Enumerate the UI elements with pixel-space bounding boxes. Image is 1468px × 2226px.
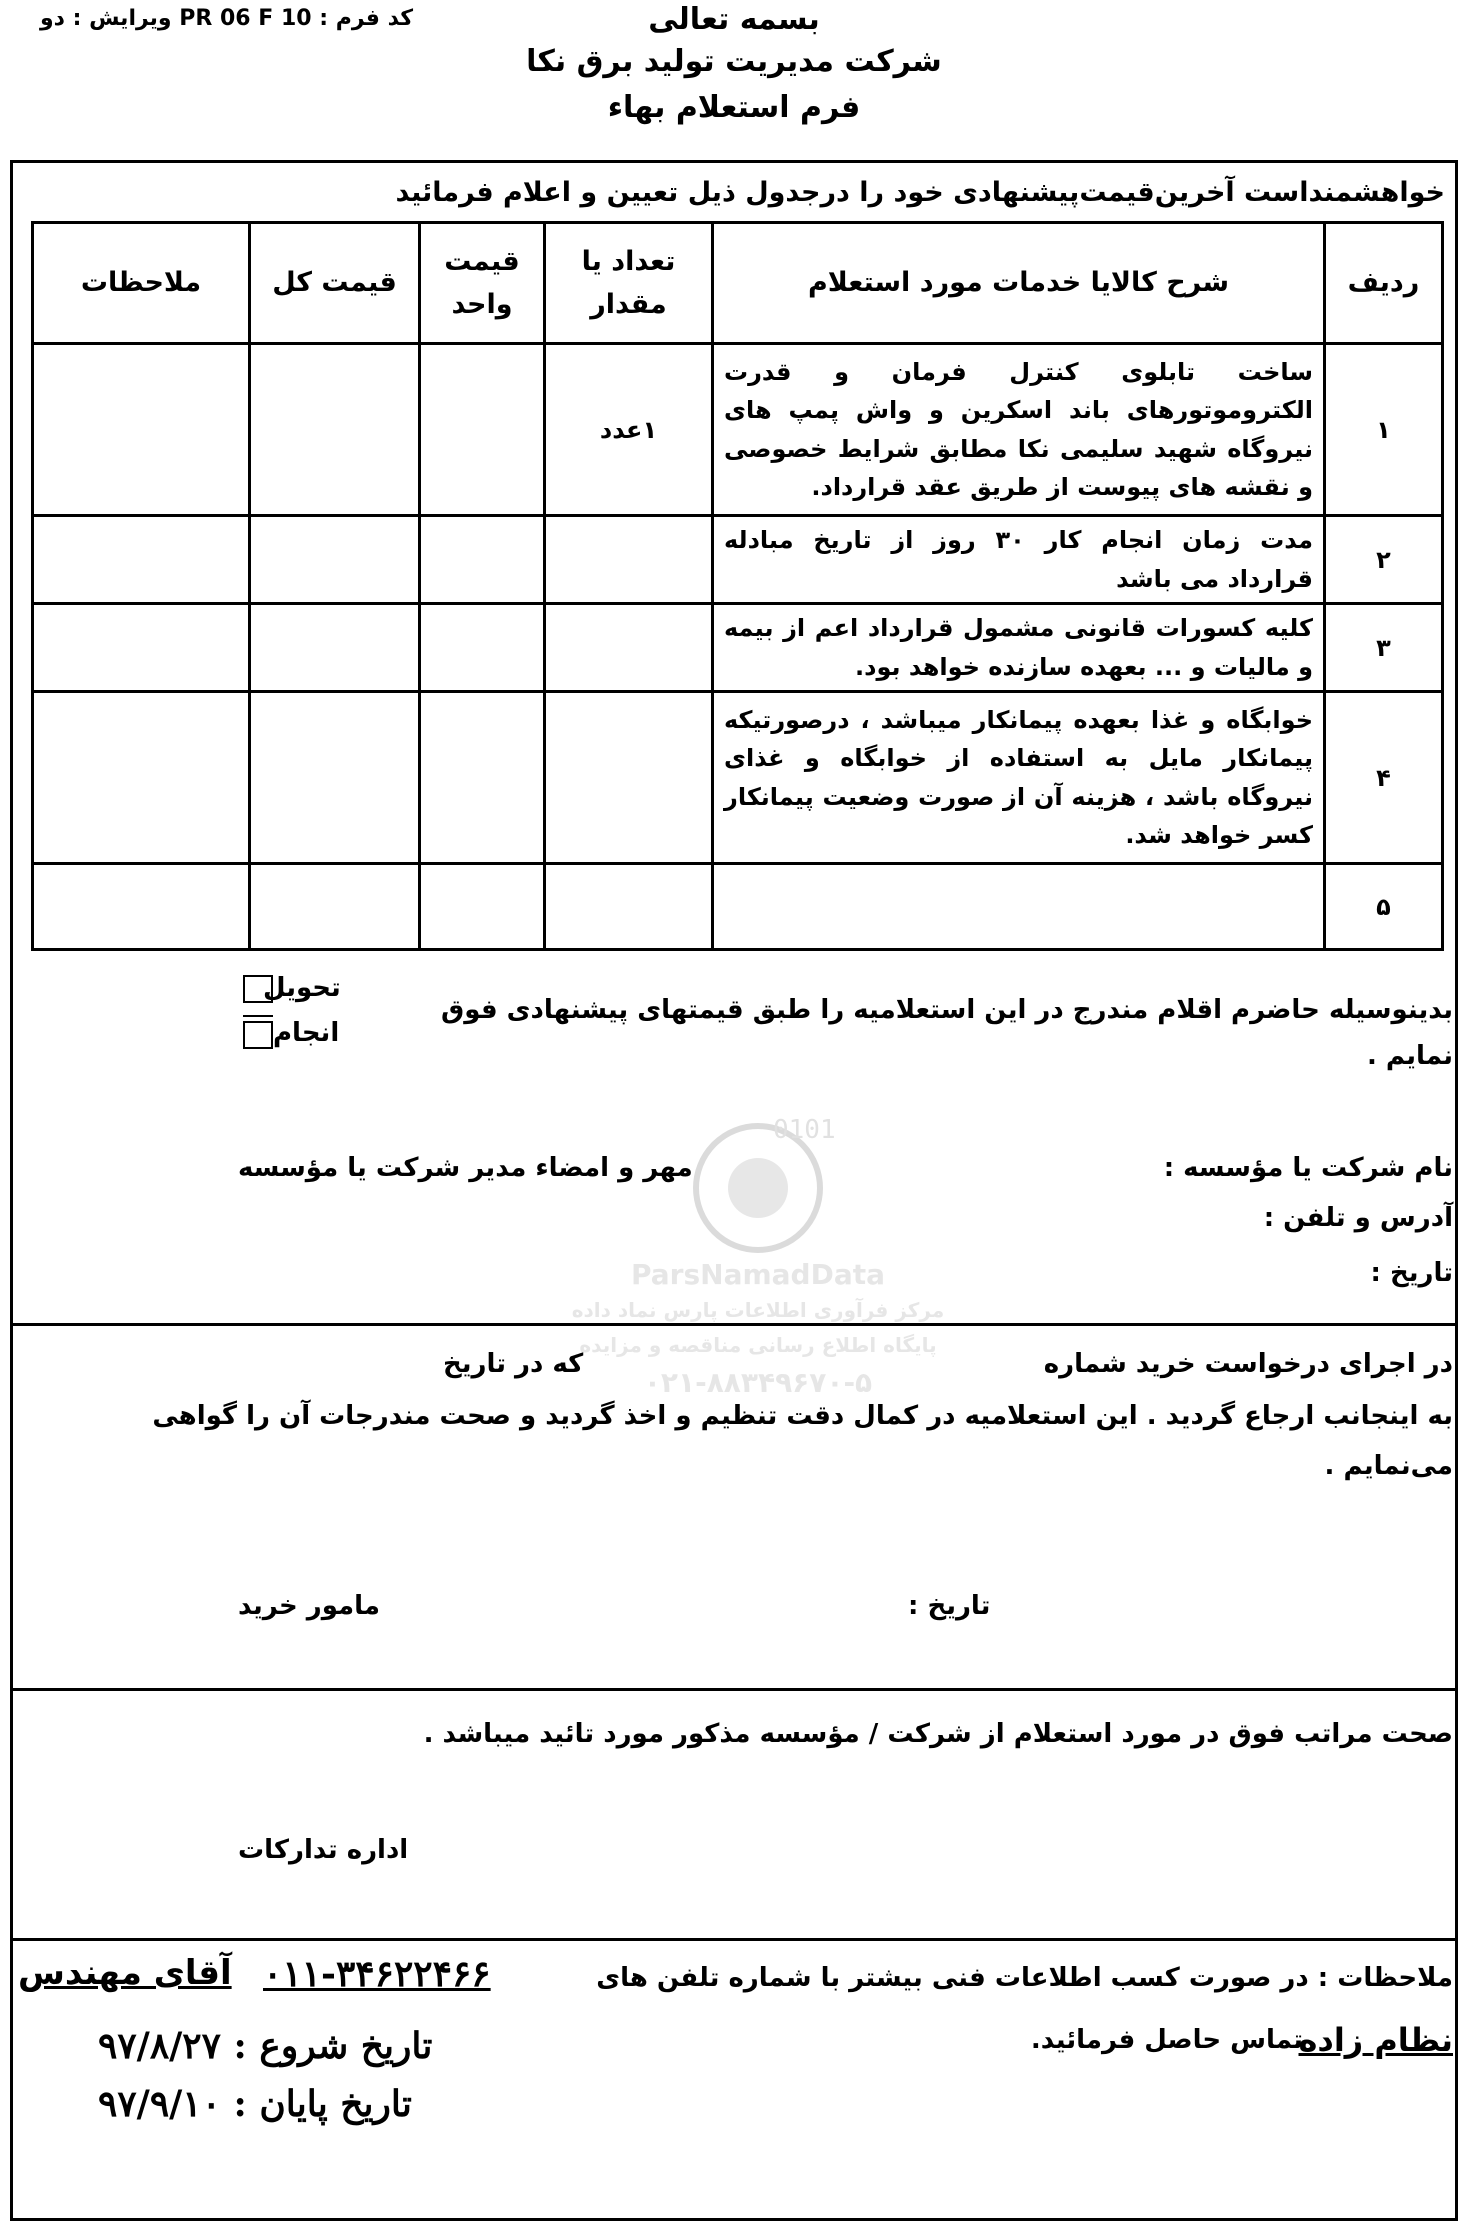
watermark-line2: پایگاه اطلاع رسانی مناقصه و مزایده <box>579 1333 937 1357</box>
svg-text:0101: 0101 <box>773 1115 836 1145</box>
row-quantity <box>545 692 713 864</box>
col-row: ردیف <box>1325 223 1443 344</box>
table-header-row <box>33 223 1443 344</box>
seal-label: مهر و امضاء مدیر شرکت یا مؤسسه <box>238 1153 693 1183</box>
unit-price-cell[interactable] <box>420 692 545 864</box>
row-number: ۴ <box>1325 692 1443 864</box>
contact-text: تماس حاصل فرمائید. <box>1030 2025 1303 2055</box>
purchase-date-label: که در تاریخ <box>443 1349 584 1379</box>
col-total-price: قیمت کل <box>250 223 420 344</box>
engineer-name: نظام زاده <box>1298 2021 1453 2059</box>
address-label: آدرس و تلفن : <box>1263 1203 1453 1233</box>
row-quantity <box>545 604 713 692</box>
delivery-checkbox[interactable] <box>243 975 273 1007</box>
table-row <box>33 692 1443 864</box>
col-description: شرح کالایا خدمات مورد استعلام <box>713 223 1325 344</box>
procurement-dept: اداره تدارکات <box>238 1835 409 1865</box>
total-price-cell[interactable] <box>250 344 420 516</box>
perform-checkbox[interactable] <box>243 1021 273 1053</box>
total-price-cell[interactable] <box>250 604 420 692</box>
row-number: ۱ <box>1325 344 1443 516</box>
purchase-officer: مامور خرید <box>238 1591 380 1621</box>
row-quantity <box>545 516 713 604</box>
row-description: کلیه کسورات قانونی مشمول قرارداد اعم از بیمه و مالیات و ... بعهده سازنده خواهد بود. <box>713 604 1325 692</box>
col-notes: ملاحظات <box>33 223 250 344</box>
company-name: شرکت مدیریت تولید برق نکا <box>526 44 942 79</box>
approval-text: صحت مراتب فوق در مورد استعلام از شرکت / مؤسسه مذکور مورد تائید میباشد . <box>423 1719 1453 1749</box>
purchase-text-2: می‌نمایم . <box>1324 1451 1453 1481</box>
notes-cell[interactable] <box>33 604 250 692</box>
row-number: ۵ <box>1325 864 1443 950</box>
start-date: تاریخ شروع : ۹۷/۸/۲۷ <box>98 2025 433 2067</box>
end-date: تاریخ پایان : ۹۷/۹/۱۰ <box>98 2083 412 2125</box>
row-number: ۲ <box>1325 516 1443 604</box>
total-price-cell[interactable] <box>250 516 420 604</box>
option-divider <box>243 1015 273 1017</box>
perform-label: انجام <box>273 1018 340 1048</box>
row-description: ساخت تابلوی کنترل فرمان و قدرت الکتروموتورهای باند اسکرین و واش پمپ های نیروگاه شهید سلیمی نکا مطابق شرایط خصوصی و نقشه های پیوست از طریق عقد قرارداد. <box>713 344 1325 516</box>
watermark-logo-icon <box>678 1108 838 1258</box>
phone-number: ۰۱۱-۳۴۶۲۲۴۶۶ <box>263 1953 491 1995</box>
notes-cell[interactable] <box>33 692 250 864</box>
company-date-label: تاریخ : <box>1370 1258 1453 1288</box>
row-quantity <box>545 864 713 950</box>
purchase-request-label: در اجرای درخواست خرید شماره <box>1043 1349 1453 1379</box>
company-name-label: نام شرکت یا مؤسسه : <box>1163 1153 1453 1183</box>
watermark-brand: ParsNamadData <box>631 1258 885 1291</box>
row-quantity: ۱عدد <box>545 344 713 516</box>
table-row <box>33 344 1443 516</box>
unit-price-cell[interactable] <box>420 604 545 692</box>
table-row <box>33 604 1443 692</box>
notes-cell[interactable] <box>33 344 250 516</box>
bismillah: بسمه تعالی <box>648 2 820 37</box>
offer-text-2: نمایم . <box>1366 1041 1453 1071</box>
unit-price-cell[interactable] <box>420 516 545 604</box>
col-unit-price: قیمت واحد <box>420 223 545 344</box>
notes-cell[interactable] <box>33 864 250 950</box>
table-row <box>33 864 1443 950</box>
divider <box>13 1323 1455 1326</box>
form-title: فرم استعلام بهاء <box>607 90 861 125</box>
notes-label: ملاحظات : در صورت کسب اطلاعات فنی بیشتر با شماره تلفن های <box>596 1963 1453 1993</box>
table-row <box>33 516 1443 604</box>
form-frame <box>10 160 1458 2221</box>
unit-price-cell[interactable] <box>420 864 545 950</box>
form-code: کد فرم : PR 06 F 10 ویرایش : دو <box>40 6 414 31</box>
row-description: مدت زمان انجام کار ۳۰ روز از تاریخ مبادله قرارداد می باشد <box>713 516 1325 604</box>
notes-cell[interactable] <box>33 516 250 604</box>
watermark-phone: ۰۲۱-۸۸۳۴۹۶۷۰-۵ <box>643 1366 873 1399</box>
purchase-text: به اینجانب ارجاع گردید . این استعلامیه در کمال دقت تنظیم و اخذ گردید و صحت مندرجات آن را گواهی <box>152 1401 1453 1431</box>
row-description <box>713 864 1325 950</box>
col-quantity: تعداد یا مقدار <box>545 223 713 344</box>
delivery-label: تحویل <box>263 973 341 1003</box>
items-table <box>31 221 1444 951</box>
offer-text: بدینوسیله حاضرم اقلام مندرج در این استعلامیه را طبق قیمتهای پیشنهادی فوق <box>441 995 1453 1025</box>
row-number: ۳ <box>1325 604 1443 692</box>
divider <box>13 1688 1455 1691</box>
unit-price-cell[interactable] <box>420 344 545 516</box>
total-price-cell[interactable] <box>250 864 420 950</box>
watermark-line1: مرکز فرآوری اطلاعات پارس نماد داده <box>571 1298 945 1322</box>
total-price-cell[interactable] <box>250 692 420 864</box>
purchase-date: تاریخ : <box>908 1591 991 1621</box>
engineer-label: آقای مهندس <box>18 1953 232 1993</box>
divider <box>13 1938 1455 1941</box>
row-description: خوابگاه و غذا بعهده پیمانکار میباشد ، درصورتیکه پیمانکار مایل به استفاده از خوابگاه و غذای نیروگاه باشد ، هزینه آن از صورت وضعیت پیمانکار کسر خواهد شد. <box>713 692 1325 864</box>
intro-text: خواهشمنداست آخرین‌قیمت‌پیشنهادی خود را درجدول ذیل تعیین و اعلام فرمائید <box>395 177 1445 208</box>
